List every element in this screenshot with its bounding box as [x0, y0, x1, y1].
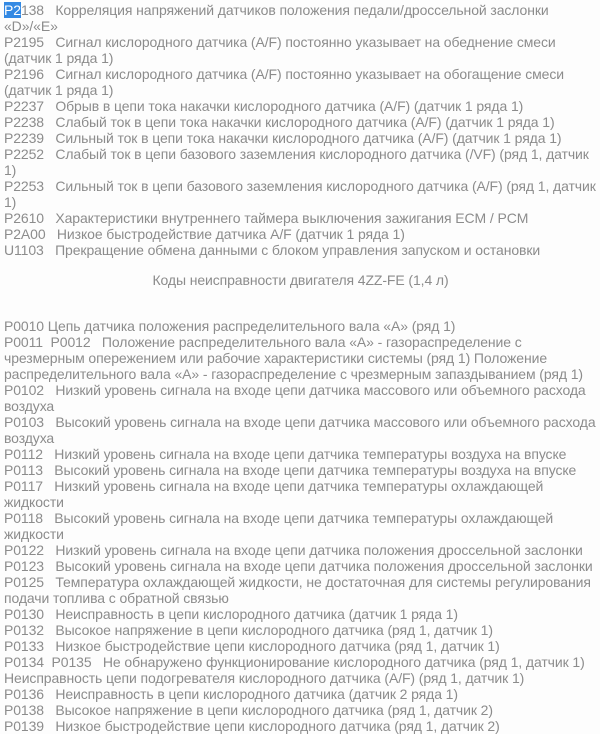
dtc-entry-text: P0125 Температура охлаждающей жидкости, не достаточная для системы регулирования подачи топлива с обратной связью: [4, 574, 595, 606]
dtc-entry-text: P2196 Сигнал кислородного датчика (A/F) постоянно указывает на обогащение смеси (датчик 1 ряда 1): [4, 66, 568, 98]
dtc-entry: [4, 146, 597, 178]
dtc-entry-text: P0133 Низкое быстродействие цепи кислородного датчика (ряд 1, датчик 1): [4, 638, 500, 654]
dtc-entry-text: P2195 Сигнал кислородного датчика (A/F) постоянно указывает на обеднение смеси (датчик 1 ряда 1): [4, 34, 560, 66]
dtc-entry-text: P0132 Высокое напряжение в цепи кислородного датчика (ряд 1, датчик 1): [4, 622, 493, 638]
dtc-entry-text: P0011 P0012 Положение распределительного вала «А» - газораспределение с чрезмерным опережением или рабочие характеристики системы (ряд 1) Положение распределительного вала «А» - газораспределение с чрезмерным запаздыванием (ряд 1): [4, 334, 583, 382]
dtc-entry: [4, 702, 597, 718]
dtc-entry-text: P2238 Слабый ток в цепи тока накачки кислородного датчика (A/F) (датчик 1 ряда 1): [4, 114, 555, 130]
dtc-entry: [4, 114, 597, 130]
dtc-entry-text: P0113 Высокий уровень сигнала на входе цепи датчика температуры воздуха на впуске: [4, 462, 577, 478]
dtc-entry: [4, 98, 597, 114]
dtc-entry: [4, 66, 597, 98]
dtc-entry: [4, 318, 597, 334]
dtc-entry: [4, 686, 597, 702]
dtc-entry-text: P0139 Низкое быстродействие цепи кислородного датчика (ряд 1, датчик 2): [4, 718, 500, 734]
dtc-entry: [4, 210, 597, 226]
dtc-entry-text: P0112 Низкий уровень сигнала на входе цепи датчика температуры воздуха на впуске: [4, 446, 567, 462]
dtc-entry: [4, 558, 597, 574]
dtc-entry: [4, 462, 597, 478]
dtc-entry: [4, 446, 597, 462]
dtc-entry-text: P2239 Сильный ток в цепи тока накачки кислородного датчика (A/F) (датчик 1 ряда 1): [4, 130, 562, 146]
dtc-entry-text: P0117 Низкий уровень сигнала на входе цепи датчика температуры охлаждающей жидкости: [4, 478, 548, 510]
dtc-entry-text: P0123 Высокий уровень сигнала на входе цепи датчика положения дроссельной заслонки: [4, 558, 593, 574]
dtc-entry-text: P2A00 Низкое быстродействие датчика A/F (датчик 1 ряда 1): [4, 226, 405, 242]
dtc-entry-text: P2252 Слабый ток в цепи базового заземления кислородного датчика (/VF) (ряд 1, датчик 1): [4, 146, 593, 178]
dtc-entry-text: P0130 Неисправность в цепи кислородного датчика (датчик 1 ряда 1): [4, 606, 458, 622]
dtc-entry: [4, 606, 597, 622]
dtc-section-1: [4, 2, 600, 258]
dtc-entry-text: P0134 P0135 Не обнаружено функционирование кислородного датчика (ряд 1, датчик 1) Неисправность цепи подогревателя кислородного датчика (A/F) (ряд 1, датчик 1): [4, 654, 589, 686]
dtc-entry-text: 138 Корреляция напряжений датчиков положения педали/дроссельной заслонки «D»/«E»: [4, 2, 553, 34]
dtc-entry-text: P0118 Высокий уровень сигнала на входе цепи датчика температуры охлаждающей жидкости: [4, 510, 557, 542]
dtc-entry: [4, 638, 597, 654]
dtc-entry: [4, 242, 597, 258]
dtc-entry: [4, 130, 597, 146]
dtc-entry: [4, 226, 597, 242]
dtc-entry: [4, 334, 597, 382]
dtc-entry-text: P2610 Характеристики внутреннего таймера выключения зажигания ECM / PCM: [4, 210, 529, 226]
dtc-entry-text: P0122 Низкий уровень сигнала на входе цепи датчика положения дроссельной заслонки: [4, 542, 583, 558]
dtc-entry-text: P0103 Высокий уровень сигнала на входе цепи датчика массового или объемного расхода воздуха: [4, 414, 600, 446]
dtc-entry: [4, 382, 597, 414]
dtc-entry-text: P0136 Неисправность в цепи кислородного датчика (датчик 2 ряда 1): [4, 686, 458, 702]
dtc-entry-text: P0138 Высокое напряжение в цепи кислородного датчика (ряд 1, датчик 2): [4, 702, 493, 718]
dtc-entry: [4, 510, 597, 542]
dtc-entry: [4, 2, 597, 34]
dtc-entry: [4, 414, 600, 446]
dtc-entry-text: P2237 Обрыв в цепи тока накачки кислородного датчика (A/F) (датчик 1 ряда 1): [4, 98, 524, 114]
dtc-entry-text: U1103 Прекращение обмена данными с блоком управления запуском и остановки: [4, 242, 541, 258]
dtc-entry: [4, 34, 597, 66]
dtc-entry: [4, 574, 597, 606]
dtc-section-2: [4, 318, 600, 734]
dtc-entry: [4, 178, 600, 210]
dtc-entry: [4, 622, 597, 638]
dtc-entry: [4, 718, 597, 734]
selected-text-highlight: P2: [4, 2, 21, 18]
dtc-entry: [4, 478, 597, 510]
dtc-entry-text: P0010 Цепь датчика положения распределительного вала «А» (ряд 1): [4, 318, 456, 334]
dtc-entry-text: P0102 Низкий уровень сигнала на входе цепи датчика массового или объемного расхода воздуха: [4, 382, 590, 414]
section-title: Коды неисправности двигателя 4ZZ-FE (1,4 л): [152, 272, 449, 288]
dtc-entry-text: P2253 Сильный ток в цепи базового заземления кислородного датчика (A/F) (ряд 1, датчик 1): [4, 178, 600, 210]
dtc-entry: [4, 542, 597, 558]
dtc-entry: [4, 654, 597, 686]
